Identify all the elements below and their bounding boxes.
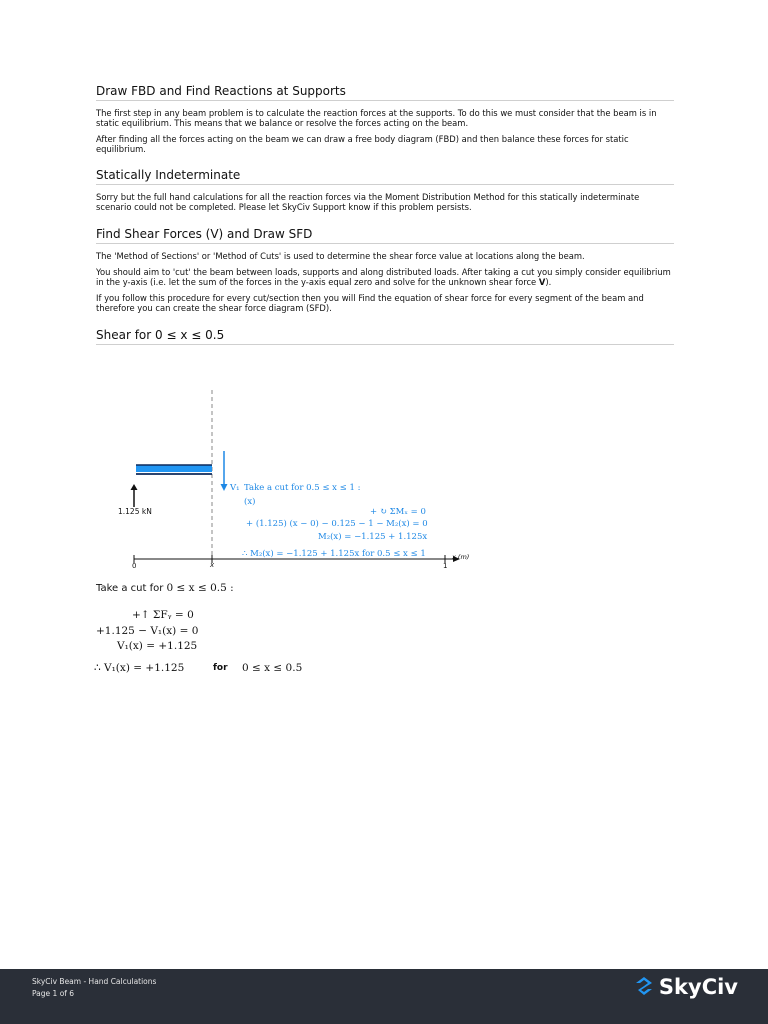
equation-final-for: for <box>213 663 228 673</box>
cut-heading-text: Take a cut for <box>96 583 167 594</box>
equation-solution: V₁(x) = +1.125 <box>117 640 198 652</box>
section-indeterminate <box>96 168 674 212</box>
overlay-line-6: ∴ M₂(x) = −1.125 + 1.125x for 0.5 ≤ x ≤ 1 <box>242 549 426 559</box>
axis-label: x (m) <box>452 553 470 561</box>
shear-paragraph-2-text: You should aim to 'cut' the beam between loads, supports and along distributed loads. After taking a cut you simply consider equilibrium in the y-axis (i.e. let the sum of the forces in the y-axis equal zero and solve for the unknown shear force <box>96 267 671 287</box>
section-title-fbd: Draw FBD and Find Reactions at Supports <box>96 84 674 101</box>
shear-paragraph-2-end: ). <box>545 276 552 287</box>
reaction-label: 1.125 kN <box>118 507 152 516</box>
report-content <box>96 84 674 359</box>
fbd-paragraph-2: After finding all the forces acting on the beam we can draw a free body diagram (FBD) and then balance these forces for static equilibrium. <box>96 134 629 154</box>
overlay-line-1: Take a cut for 0.5 ≤ x ≤ 1 : <box>244 483 361 493</box>
skyciv-logo-text: SkyCiv <box>658 975 738 999</box>
section-title-shear-segment: Shear for 0 ≤ x ≤ 0.5 <box>96 328 674 345</box>
beam-segment <box>136 465 212 472</box>
overlay-line-2: (x) <box>244 497 256 507</box>
section-title-indeterminate: Statically Indeterminate <box>96 168 674 185</box>
cut-heading <box>96 582 234 594</box>
free-body-diagram <box>96 385 496 585</box>
tick-one-label: 1 <box>443 562 448 570</box>
shear-paragraph-3: If you follow this procedure for every cut/section then you will Find the equation of shear force for every segment of the beam and therefore you can create the shear force diagram (SFD). <box>96 293 644 313</box>
cut-heading-range: 0 ≤ x ≤ 0.5 : <box>166 582 234 594</box>
equation-balance: +1.125 − V₁(x) = 0 <box>96 625 199 637</box>
overlay-line-4: + (1.125) (x − 0) − 0.125 − 1 − M₂(x) = 0 <box>246 519 428 529</box>
overlay-line-5: M₂(x) = −1.125 + 1.125x <box>318 532 428 542</box>
equation-final: ∴ V₁(x) = +1.125 <box>94 662 185 674</box>
section-title-shear: Find Shear Forces (V) and Draw SFD <box>96 227 674 244</box>
shear-force-symbol: V <box>538 276 546 287</box>
section-fbd <box>96 84 674 154</box>
section-shear-segment <box>96 328 674 345</box>
fbd-paragraph-1: The first step in any beam problem is to calculate the reaction forces at the supports. To do this we must consider that the beam is in static equilibrium. This means that we balance or resolve the forces acting on the beam. <box>96 108 657 128</box>
shear-arrow-head <box>221 484 228 491</box>
tick-zero-label: 0 <box>132 562 137 570</box>
footer-page-number: Page 1 of 6 <box>32 989 75 998</box>
footer-title: SkyCiv Beam - Hand Calculations <box>32 977 157 986</box>
equation-sum-forces: +↑ ΣFᵧ = 0 <box>132 609 194 621</box>
skyciv-logo <box>633 975 738 999</box>
overlay-line-3: + ↻ ΣMₓ = 0 <box>370 507 426 517</box>
section-shear <box>96 227 674 314</box>
indeterminate-paragraph: Sorry but the full hand calculations for all the reaction forces via the Moment Distribution Method for this statically indeterminate scenario could not be completed. Please let SkyCiv Support know if this problem persists. <box>96 192 640 212</box>
skyciv-logo-icon <box>633 975 655 999</box>
shear-paragraph-1: The 'Method of Sections' or 'Method of Cuts' is used to determine the shear force value at locations along the beam. <box>96 250 585 261</box>
equation-final-range: 0 ≤ x ≤ 0.5 <box>242 662 303 674</box>
page-footer <box>0 969 768 1024</box>
tick-x-label: x <box>210 561 215 569</box>
reaction-arrow-head <box>131 484 138 490</box>
overlay-cut-v: V₁ <box>230 483 240 493</box>
shear-paragraph-2 <box>96 268 674 287</box>
